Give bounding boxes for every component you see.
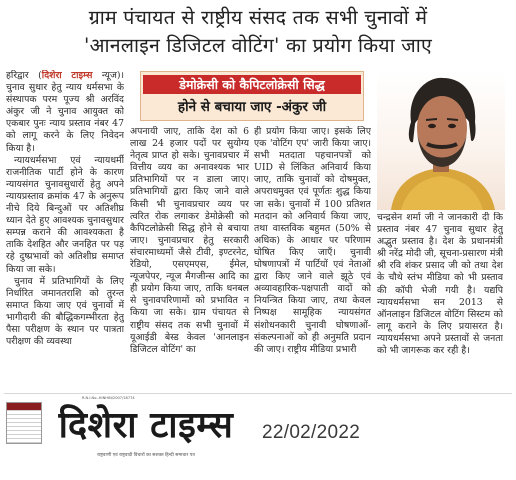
article-column-2: अपनायी जाए, ताकि देश को 6 लाख 24 हजार पदों पर सुयोग्य नेतृत्व प्राप्त हो सके। चुनावप्रचार में वित्तीय व्यय का अनावश्यक भार प्रतिभागियों पर न डाला जाए। प्रतिभागियों द्वारा किए जाने वाले किसी भी चुनावप्रचार व्यय पर त्वरित रोक लगाकर डेमोक्रेसी को कैपिटलोक्रेसी सिद्ध होने से बचाया जाए। चुनावप्रचार हेतु सरकारी संचारमाध्यमों जैसे टीवी, इण्टरनेट, रेडियो, एसएमएस, ईमेल, न्यूजपेपर, न्यूज मैगजीन्स आदि का ही प्रयोग किया जाए, ताकि धनबल से चुनावपरिणामों को प्रभावित न किया जा सके। ग्राम पंचायत से राष्ट्रीय संसद तक सभी चुनावों में यूआईडी बेस्ड केवल 'आनलाइन डिजिटल वोटिंग' का [130, 126, 249, 355]
subheadline-red: डेमोक्रेसी को कैपिटलोक्रेसी सिद्ध [143, 75, 361, 94]
logo-tagline: राष्ट्रवाणी एवं राष्ट्रवादी विचारों का सशक्त हिन्दी समाचार पत्र [97, 453, 195, 458]
publication-date: 22/02/2022 [262, 422, 361, 443]
headline-line-2: 'आनलाइन डिजिटल वोटिंग' का प्रयोग किया जाए [84, 34, 432, 57]
portrait-image [377, 70, 505, 210]
article-column-3: ही प्रयोग किया जाए। इसके लिए एक 'वोटिंग एप' जारी किया जाए। सभी मतदाता पहचानपत्रों को UID से लिंकित अनिवार्य किया जाए, ताकि चुनावों को दोषमुक्त, अपराधमुक्त एवं पूर्णतः शुद्ध किया जा सके। चुनावों में 100 प्रतिशत मतदान को अनिवार्य किया जाए, तथा वास्तविक बहुमत (50% से अधिक) के आधार पर परिणाम घोषित किए जाएँ। चुनावी घोषणापत्रों में पार्टियों एवं नेताओं द्वारा किए जाने वाले झूठे एवं अव्यावहारिक-पक्षपाती वादों को नियन्त्रित किया जाए, तथा केवल निष्पक्ष सामूहिक न्यायसंगत संशोधनकारी चुनावी घोषणाओं-संकल्पनाओं को ही अनुमति प्रदान की जाए। राष्ट्रीय मीडिया प्रभारी [254, 126, 371, 355]
logo-name: दिशेरा टाइम्स [58, 405, 234, 446]
dateline-city: हरिद्वार ( [6, 70, 42, 81]
subheadline-black: होने से बचाया जाए -अंकुर जी [177, 99, 327, 115]
newspaper-thumbnail [6, 402, 42, 444]
footer-divider [4, 393, 512, 394]
thumbnail-masthead [7, 403, 41, 410]
portrait-photo [377, 70, 505, 210]
subheadline-box [140, 71, 364, 121]
headline-line-1: ग्राम पंचायत से राष्ट्रीय संसद तक सभी चुनावों में [88, 6, 428, 29]
newspaper-logo [56, 396, 236, 468]
dateline-brand: दिशेरा टाइम्स [41, 70, 93, 81]
article-column-4: चन्द्रसेन शर्मा जी ने जानकारी दी कि प्रस्ताव नंबर 47 चुनाव सुधार हेतु अद्भुत प्रस्ताव है। देश के प्रधानमंत्री श्री नरेंद्र मोदी जी, सूचना-प्रसारण मंत्री श्री रवि शंकर प्रसाद जी को तथा देश के चौथे स्तंभ मीडिया को भी प्रस्ताव की कॉपी भेजी गयी है। यद्यपि न्यायधर्मसभा सन 2013 से ऑनलाइन डिजिटल वोटिंग सिस्टम को लागू कराने के लिए प्रयासरत है। न्यायधर्मसभा अपने प्रस्तावों से जनता को भी जागरूक कर रही है। [377, 212, 503, 357]
article-col1-para3: चुनाव में प्रतिभागियों के लिए निर्धारित जमानतराशि को तुरन्त समाप्त किया जाए एवं चुनावों में भागीदारी की बौद्धिकगम्भीरता हेतु पैसा परीक्षण के स्थान पर पात्रता परीक्षण की व्यवस्था [6, 275, 124, 348]
logo-registration: R.N.I.No.-HINHIN/2007/18774 [82, 396, 135, 400]
article-column-1 [6, 70, 124, 385]
article-col1-para2: न्यायधर्मसभा एवं न्यायधर्मी राजनीतिक पार्टी होने के कारण न्यायसंगत चुनावसुधारों हेतु अपने न्यायप्रस्ताव क्रमांक 47 के अनुरूप नीचे दिये बिन्दुओं पर अतिशीघ्र ध्यान देते हुए आवश्यक चुनावसुधार सम्पन्न कराने की आवश्यकता है ताकि देशहित और जनहित पर पड़ रहे दुष्प्रभावों को अतिशीघ्र समाप्त किया जा सके। [6, 154, 124, 275]
headline [6, 4, 510, 60]
article-col1-text: न्यूज)। चुनाव सुधार हेतु न्याय धर्मसभा के संस्थापक परम पूज्य श्री अरविंद अंकुर जी ने चुनाव आयुक्त को एकबार पुनः न्याय प्रस्ताव नंबर 47 को लागू करने के लिए निवेदन किया है। [6, 70, 124, 154]
